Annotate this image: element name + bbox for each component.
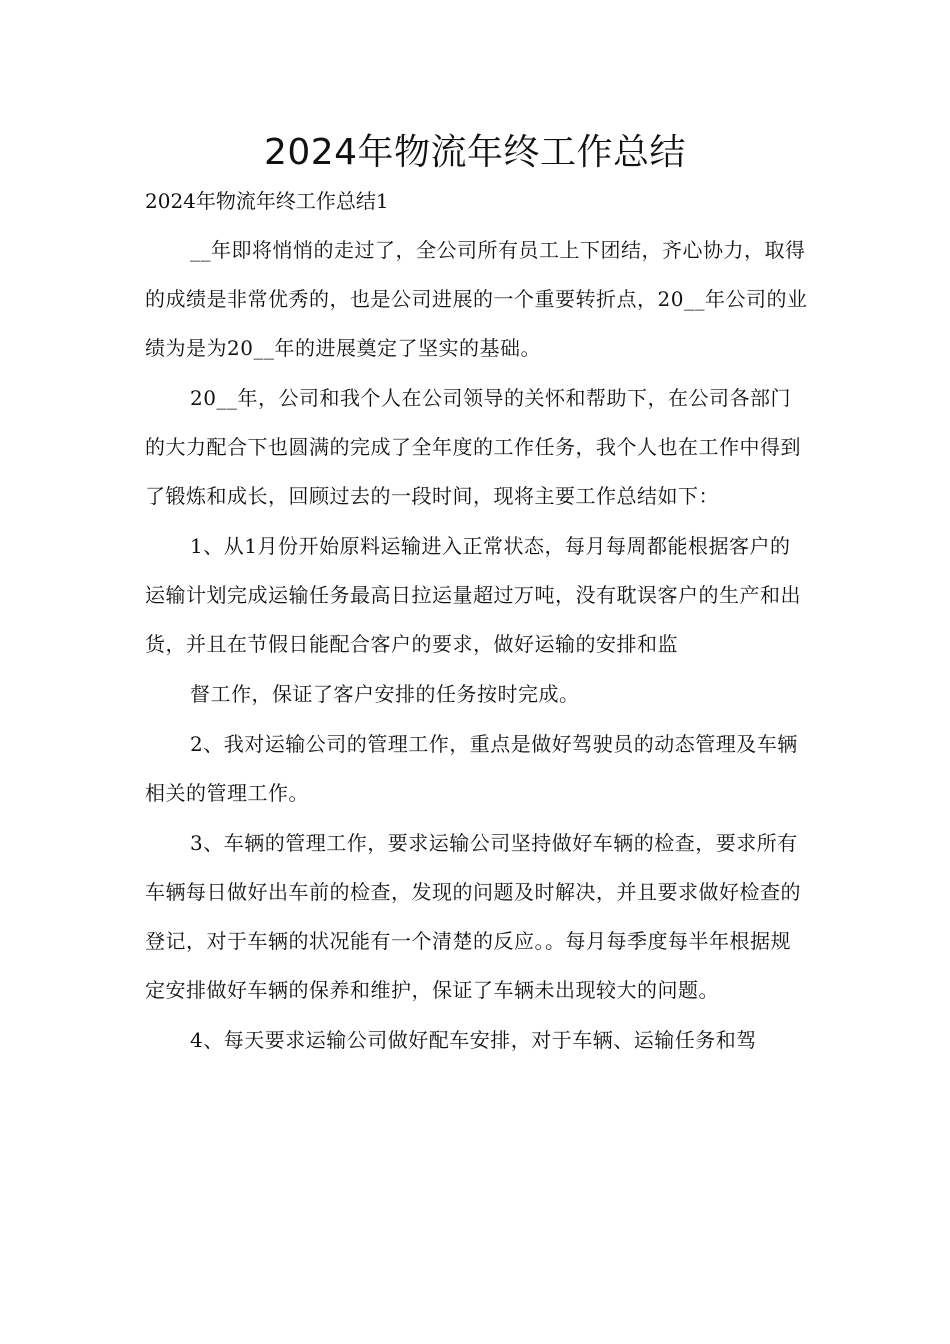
paragraph-item-4: 4、每天要求运输公司做好配车安排，对于车辆、运输任务和驾	[190, 1028, 757, 1052]
paragraph-overview: 20__年，公司和我个人在公司领导的关怀和帮助下，在公司各部门的大力配合下也圆满的完成了全年度的工作任务，我个人也在工作中得到了锻炼和成长，回顾过去的一段时间，现将主要工作总结如下：	[145, 386, 801, 508]
paragraph-item-1-continued: 督工作，保证了客户安排的任务按时完成。	[190, 682, 580, 706]
document-title: 2024年物流年终工作总结	[263, 132, 687, 173]
paragraph-item-1: 1、从1月份开始原料运输进入正常状态，每月每周都能根据客户的运输计划完成运输任务最高日拉运量超过万吨，没有耽误客户的生产和出货，并且在节假日能配合客户的要求，做好运输的安排和监	[145, 534, 801, 656]
paragraph-intro: __年即将悄悄的走过了，全公司所有员工上下团结，齐心协力，取得的成绩是非常优秀的，也是公司进展的一个重要转折点，20__年公司的业绩为是为20__年的进展奠定了坚实的基础。	[145, 238, 808, 360]
paragraph-item-2: 2、我对运输公司的管理工作，重点是做好驾驶员的动态管理及车辆相关的管理工作。	[145, 732, 798, 805]
document-body	[145, 226, 810, 1066]
document-subtitle: 2024年物流年终工作总结1	[145, 189, 389, 213]
paragraph-item-3: 3、车辆的管理工作，要求运输公司坚持做好车辆的检查，要求所有车辆每日做好出车前的检查，发现的问题及时解决，并且要求做好检查的登记，对于车辆的状况能有一个清楚的反应。。每月每季度每半年根据规定安排做好车辆的保养和维护，保证了车辆未出现较大的问题。	[145, 831, 801, 1002]
